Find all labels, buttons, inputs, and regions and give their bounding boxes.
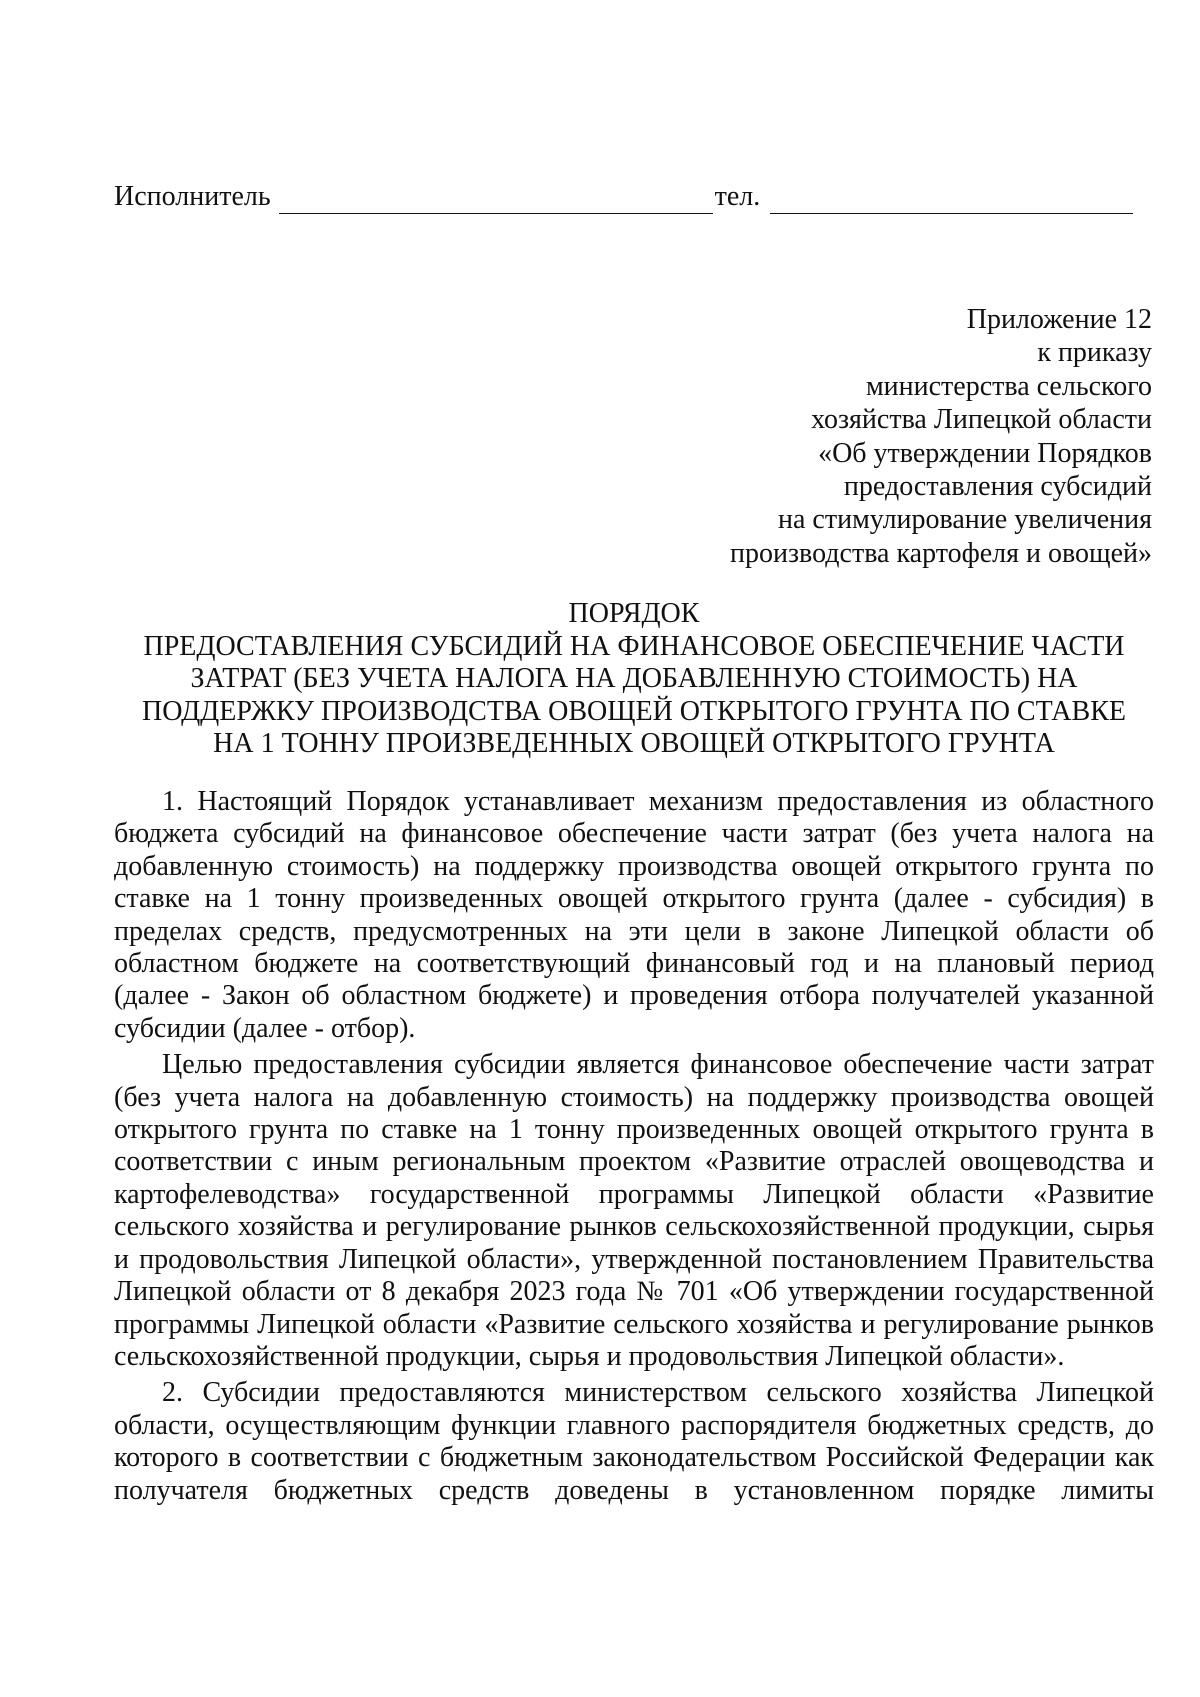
appendix-line: производства картофеля и овощей»	[730, 537, 1152, 569]
phone-blank-field	[770, 187, 1133, 214]
appendix-line: предоставления субсидий	[843, 471, 1152, 503]
paragraph-2: 2. Субсидии предоставляются министерством сельского хозяйства Липецкой области, осуществляющим функции главного распорядителя бюджетных средств, до которого в соответствии с бюджетным законодательством Российской Федерации как получателя бюджетных средств доведены в установленном порядке лимиты	[114, 1377, 1154, 1506]
title-line: ПОРЯДОК	[568, 598, 700, 629]
paragraph-1: 1. Настоящий Порядок устанавливает механизм предоставления из областного бюджета субсидий на финансовое обеспечение части затрат (без учета налога на добавленную стоимость) на поддержку производства овощей открытого грунта по ставке на 1 тонну произведенных овощей открытого грунта (далее - субсидия) в пределах средств, предусмотренных на эти цели в законе Липецкой области об областном бюджете на соответствующий финансовый год и на плановый период (далее - Закон об областном бюджете) и проведения отбора получателей указанной субсидии (далее - отбор).	[114, 786, 1154, 1044]
document-body	[114, 786, 1154, 1511]
title-line: ПРЕДОСТАВЛЕНИЯ СУБСИДИЙ НА ФИНАНСОВОЕ ОБЕСПЕЧЕНИЕ ЧАСТИ	[143, 630, 1125, 662]
appendix-line: хозяйства Липецкой области	[811, 404, 1152, 436]
paragraph-purpose: Целью предоставления субсидии является финансовое обеспечение части затрат (без учета налога на добавленную стоимость) на поддержку производства овощей открытого грунта по ставке на 1 тонну произведенных овощей открытого грунта в соответствии с иным региональным проектом «Развитие отраслей овощеводства и картофелеводства» государственной программы Липецкой области «Развитие сельского хозяйства и регулирование рынков сельскохозяйственной продукции, сырья и продовольствия Липецкой области», утвержденной постановлением Правительства Липецкой области от 8 декабря 2023 года № 701 «Об утверждении государственной программы Липецкой области «Развитие сельского хозяйства и регулирование рынков сельскохозяйственной продукции, сырья и продовольствия Липецкой области».	[114, 1049, 1154, 1372]
appendix-line: Приложение 12	[966, 304, 1152, 335]
appendix-line: к приказу	[1037, 337, 1152, 369]
title-line: НА 1 ТОННУ ПРОИЗВЕДЕННЫХ ОВОЩЕЙ ОТКРЫТОГО ГРУНТА	[213, 728, 1055, 759]
appendix-line: министерства сельского	[865, 370, 1152, 402]
document-title	[114, 598, 1154, 761]
appendix-line: «Об утверждении Порядков	[818, 437, 1152, 469]
performer-label: Исполнитель	[114, 181, 271, 212]
performer-line	[114, 180, 1154, 214]
title-line: ПОДДЕРЖКУ ПРОИЗВОДСТВА ОВОЩЕЙ ОТКРЫТОГО ГРУНТА ПО СТАВКЕ	[142, 695, 1126, 727]
phone-label: тел.	[714, 181, 761, 212]
performer-blank-field	[279, 187, 713, 214]
appendix-block	[592, 303, 1152, 570]
appendix-line: на стимулирование увеличения	[778, 504, 1152, 536]
title-line: ЗАТРАТ (БЕЗ УЧЕТА НАЛОГА НА ДОБАВЛЕННУЮ СТОИМОСТЬ) НА	[190, 663, 1078, 694]
